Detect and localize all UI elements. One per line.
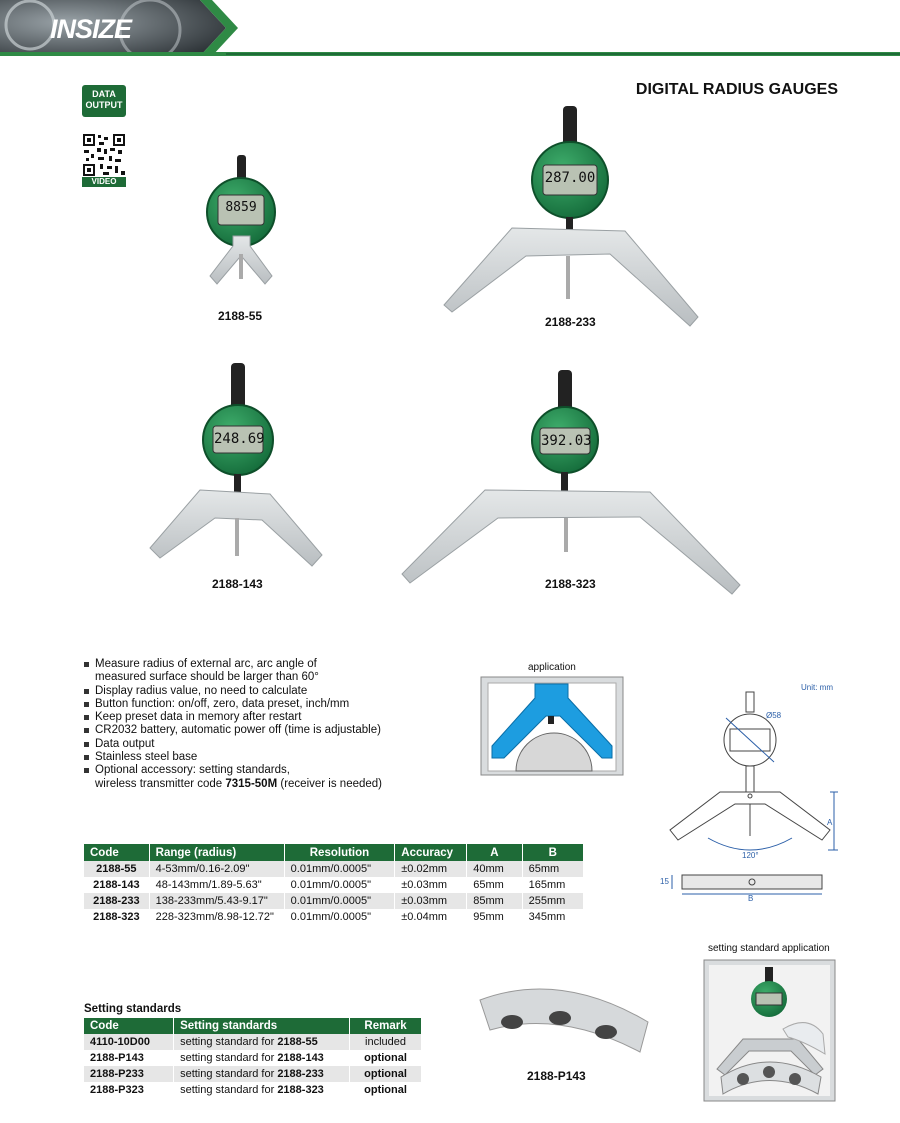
feature-item: Data output xyxy=(82,738,422,751)
feature-item: CR2032 battery, automatic power off (time is adjustable) xyxy=(82,724,422,737)
col-b: B xyxy=(522,844,583,861)
table-row: 2188-P323 setting standard for 2188-323 optional xyxy=(84,1082,422,1098)
video-label: VIDEO xyxy=(91,177,117,186)
caption-2188-233: 2188-233 xyxy=(545,315,596,329)
lcd-2188-323: 392.03 xyxy=(541,433,592,449)
table-row: 4110-10D00 setting standard for 2188-55 included xyxy=(84,1034,422,1050)
gauge-2188-323-image xyxy=(402,370,740,594)
dimension-drawing xyxy=(660,690,840,910)
caption-2188-55: 2188-55 xyxy=(218,309,263,323)
setting-app-label: setting standard application xyxy=(708,943,830,954)
setting-standards-table xyxy=(84,1018,422,1098)
lcd-2188-55: 8859 xyxy=(225,200,257,215)
table-row: 2188-P233 setting standard for 2188-233 optional xyxy=(84,1066,422,1082)
badge-line-2: OUTPUT xyxy=(85,100,123,110)
col-code: Code xyxy=(84,844,149,861)
unit-label: Unit: mm xyxy=(801,683,833,692)
application-figure xyxy=(480,676,624,776)
setting-standards-title: Setting standards xyxy=(84,1003,182,1015)
col-code: Code xyxy=(84,1018,174,1034)
caption-2188-143: 2188-143 xyxy=(212,577,263,591)
col-range: Range (radius) xyxy=(149,844,284,861)
diameter-label: Ø58 xyxy=(766,711,782,720)
table-row: 2188-P143 setting standard for 2188-143 optional xyxy=(84,1050,422,1066)
spec-header-row xyxy=(84,844,584,861)
feature-item: Keep preset data in memory after restart xyxy=(82,711,422,724)
gauge-2188-55-image xyxy=(207,155,275,284)
feature-item: Stainless steel base xyxy=(82,751,422,764)
col-resolution: Resolution xyxy=(284,844,395,861)
col-setting-standards: Setting standards xyxy=(174,1018,350,1034)
col-a: A xyxy=(467,844,522,861)
spec-table xyxy=(84,844,584,925)
col-accuracy: Accuracy xyxy=(395,844,467,861)
dim-b-label: B xyxy=(748,894,754,903)
feature-item: Display radius value, no need to calculate xyxy=(82,685,422,698)
caption-standard: 2188-P143 xyxy=(527,1069,586,1083)
lcd-2188-143: 248.69 xyxy=(214,431,265,447)
table-row: 2188-323 228-323mm/8.98-12.72" 0.01mm/0.0005" ±0.04mm 95mm 345mm xyxy=(84,909,584,925)
feature-item: Measure radius of external arc, arc angle of measured surface should be larger than 60° xyxy=(82,658,422,685)
angle-label: 120° xyxy=(742,851,759,860)
application-label: application xyxy=(528,662,576,673)
caption-2188-323: 2188-323 xyxy=(545,577,596,591)
dim-15-label: 15 xyxy=(660,877,669,886)
setting-app-figure xyxy=(703,959,836,1102)
gauge-2188-143-image xyxy=(150,363,322,566)
std-header-row xyxy=(84,1018,422,1034)
lcd-2188-233: 287.00 xyxy=(544,170,596,186)
dim-a-label: A xyxy=(827,818,833,827)
table-row: 2188-55 4-53mm/0.16-2.09" 0.01mm/0.0005" ±0.02mm 40mm 65mm xyxy=(84,861,584,877)
badge-line-1: DATA xyxy=(92,89,116,99)
brand-logo: INSIZE xyxy=(50,14,132,44)
feature-item: Optional accessory: setting standards, wireless transmitter code 7315-50M (receiver is needed) xyxy=(82,764,422,791)
setting-standard-image xyxy=(470,980,660,1060)
col-remark: Remark xyxy=(350,1018,422,1034)
gauge-2188-233-image xyxy=(444,106,698,326)
feature-item: Button function: on/off, zero, data preset, inch/mm xyxy=(82,698,422,711)
page-title: DIGITAL RADIUS GAUGES xyxy=(635,81,838,98)
table-row: 2188-233 138-233mm/5.43-9.17" 0.01mm/0.0005" ±0.03mm 85mm 255mm xyxy=(84,893,584,909)
table-row: 2188-143 48-143mm/1.89-5.63" 0.01mm/0.0005" ±0.03mm 65mm 165mm xyxy=(84,877,584,893)
feature-list xyxy=(82,658,422,791)
